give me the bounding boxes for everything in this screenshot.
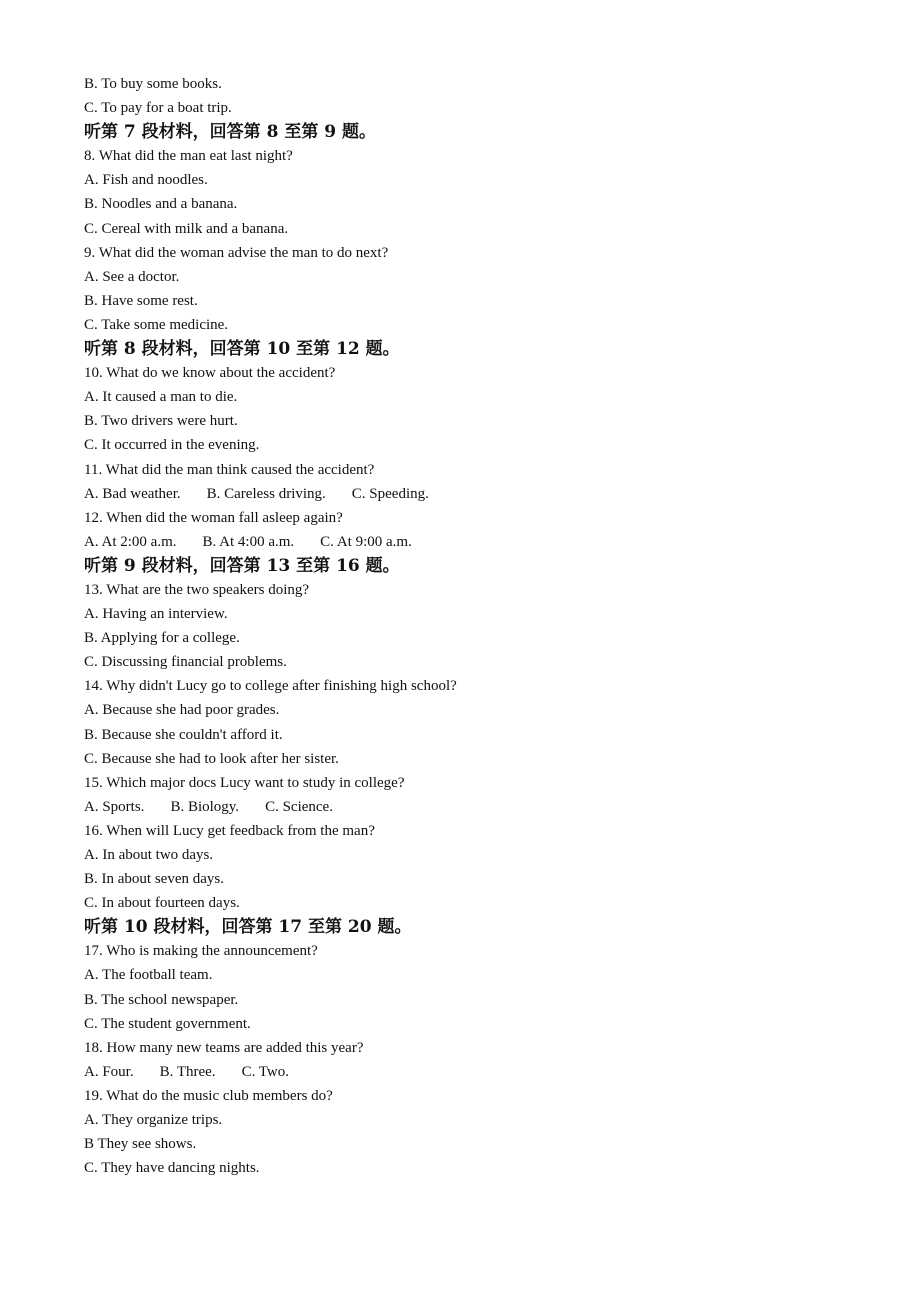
question-text: 14. Why didn't Lucy go to college after finishing high school? bbox=[84, 678, 457, 695]
answer-options-row bbox=[84, 795, 844, 819]
section-heading: 听第 7 段材料，回答第 8 至第 9 题。 bbox=[84, 122, 376, 143]
answer-option: A. At 2:00 a.m. bbox=[84, 533, 177, 550]
answer-option: A. Having an interview. bbox=[84, 606, 228, 623]
question-text: 12. When did the woman fall asleep again? bbox=[84, 509, 343, 526]
answer-option: B. At 4:00 a.m. bbox=[202, 533, 295, 550]
question-text: 17. Who is making the announcement? bbox=[84, 943, 318, 960]
exam-page bbox=[84, 72, 844, 1180]
answer-option: A. It caused a man to die. bbox=[84, 389, 238, 406]
question-text: 10. What do we know about the accident? bbox=[84, 365, 336, 382]
answer-option: C. Cereal with milk and a banana. bbox=[84, 220, 289, 237]
question-text: 18. How many new teams are added this year? bbox=[84, 1039, 364, 1056]
answer-option: C. In about fourteen days. bbox=[84, 895, 240, 912]
answer-option: A. They organize trips. bbox=[84, 1112, 223, 1129]
answer-option: C. They have dancing nights. bbox=[84, 1160, 260, 1177]
answer-option: C. The student government. bbox=[84, 1015, 251, 1032]
answer-options-row bbox=[84, 482, 844, 506]
question-text: 15. Which major docs Lucy want to study in college? bbox=[84, 774, 405, 791]
answer-option: C. Take some medicine. bbox=[84, 316, 229, 333]
answer-option: B. Applying for a college. bbox=[84, 630, 240, 647]
answer-option: B. Careless driving. bbox=[206, 485, 326, 502]
answer-option: A. The football team. bbox=[84, 967, 213, 984]
answer-option: C. Discussing financial problems. bbox=[84, 654, 287, 671]
answer-option: C. To pay for a boat trip. bbox=[84, 100, 232, 117]
answer-option: B. Three. bbox=[159, 1063, 216, 1080]
answer-option: B. Biology. bbox=[170, 798, 240, 815]
question-text: 16. When will Lucy get feedback from the man? bbox=[84, 822, 375, 839]
question-text: 11. What did the man think caused the accident? bbox=[84, 461, 375, 478]
question-text: 13. What are the two speakers doing? bbox=[84, 581, 310, 598]
answer-option: C. Two. bbox=[241, 1063, 289, 1080]
answer-option: A. See a doctor. bbox=[84, 268, 180, 285]
answer-options-row bbox=[84, 1060, 844, 1084]
answer-option: A. In about two days. bbox=[84, 847, 214, 863]
answer-option: B. Have some rest. bbox=[84, 292, 198, 309]
answer-option: A. Sports. bbox=[84, 798, 145, 815]
answer-option: B. To buy some books. bbox=[84, 76, 222, 92]
question-text: 8. What did the man eat last night? bbox=[84, 148, 293, 165]
answer-option: A. Bad weather. bbox=[84, 485, 181, 502]
answer-option: C. Speeding. bbox=[351, 485, 429, 502]
answer-option: B. In about seven days. bbox=[84, 871, 224, 888]
answer-option: C. It occurred in the evening. bbox=[84, 437, 260, 454]
answer-option: B. Two drivers were hurt. bbox=[84, 413, 238, 430]
answer-option: C. Science. bbox=[265, 798, 333, 815]
answer-option: C. At 9:00 a.m. bbox=[320, 533, 412, 550]
answer-option: A. Fish and noodles. bbox=[84, 172, 208, 189]
section-heading: 听第 10 段材料，回答第 17 至第 20 题。 bbox=[84, 917, 412, 938]
section-heading: 听第 8 段材料，回答第 10 至第 12 题。 bbox=[84, 339, 400, 360]
question-text: 9. What did the woman advise the man to do next? bbox=[84, 244, 389, 261]
answer-option: C. Because she had to look after her sister. bbox=[84, 750, 339, 767]
section-heading: 听第 9 段材料，回答第 13 至第 16 题。 bbox=[84, 555, 400, 576]
question-text: 19. What do the music club members do? bbox=[84, 1087, 333, 1104]
answer-option: A. Because she had poor grades. bbox=[84, 702, 280, 719]
answer-option: A. Four. bbox=[84, 1063, 134, 1080]
answer-option: B. Because she couldn't afford it. bbox=[84, 726, 283, 743]
answer-option: B. The school newspaper. bbox=[84, 991, 239, 1008]
answer-option: B They see shows. bbox=[84, 1136, 197, 1153]
answer-option: B. Noodles and a banana. bbox=[84, 196, 238, 213]
answer-options-row bbox=[84, 530, 844, 554]
